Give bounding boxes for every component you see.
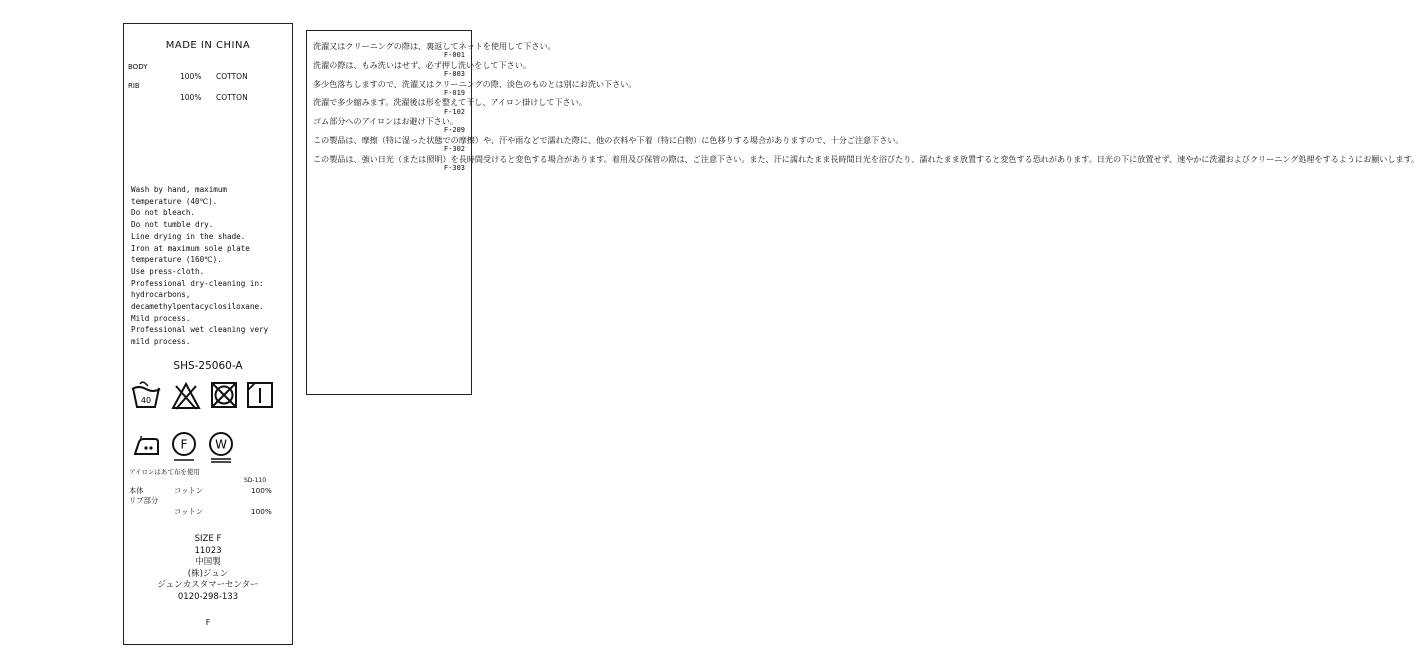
customer-center: ジュンカスタマーセンター [157, 580, 259, 590]
jp-fiber-percent-rib: 100% [251, 507, 272, 516]
note-code: F-303 [443, 164, 465, 173]
company-name: (株)ジュン [187, 568, 229, 579]
note-code: F-001 [443, 51, 465, 60]
note-text: 多少色落ちしますので、洗濯又はクリーニングの際、淡色のものとは別にお洗い下さい。 [313, 78, 637, 89]
jp-fiber-part-rib: リブ部分 [129, 496, 159, 505]
note-text: 洗濯又はクリーニングの際は、裏返してネットを使用して下さい。 [313, 41, 556, 51]
note-code: F-019 [443, 88, 465, 97]
size-letter: F [205, 618, 211, 627]
fiber-percent-rib: 100% [180, 93, 202, 102]
jp-fiber-material-body: コットン [174, 486, 204, 495]
wet-clean-letter: W [215, 437, 227, 452]
wet-clean-w-icon [206, 430, 236, 464]
phone-number: 0120-298-133 [177, 591, 239, 602]
no-tumble-dry-icon [210, 381, 238, 409]
style-number: SHS-25060-A [173, 360, 243, 372]
care-instructions-english: Wash by hand, maximum temperature (40℃). Do not bleach. Do not tumble dry. Line drying in the shade. Iron at maximum sole plate temperature (160℃). Use press-cloth. Professional dry-cleaning in: hydrocarbons, decamethylpentacyclosiloxane. Mild process. Professional wet cleaning very mild process. [131, 185, 269, 347]
care-label-left [123, 23, 293, 645]
jp-fiber-part-body: 本体 [129, 486, 144, 495]
dry-clean-letter: F [180, 437, 188, 452]
fiber-material-rib: COTTON [216, 93, 248, 102]
note-text: ゴム部分へのアイロンはお避け下さい。 [313, 116, 458, 127]
size-label: SIZE F [194, 534, 222, 544]
fiber-part-body: BODY [128, 63, 148, 71]
note-code: F-302 [443, 145, 465, 154]
care-label-right [306, 30, 1419, 395]
note-code: F-102 [443, 107, 465, 116]
iron-medium-icon [131, 434, 163, 458]
note-text: この製品は、摩擦（特に湿った状態での摩擦）や、汗や雨などで濡れた際に、他の衣料や下着（特に白物）に色移りする場合がありますので、十分ご注意下さい。 [313, 134, 904, 145]
care-notes-japanese [313, 41, 1419, 173]
note-code: F-003 [443, 70, 465, 79]
made-in-label: MADE IN CHINA [165, 40, 251, 51]
hand-wash-40-icon [131, 380, 161, 412]
fiber-part-rib: RIB [128, 82, 140, 90]
note-text: 洗濯の際は、もみ洗いはせず、必ず押し洗いをして下さい。 [313, 59, 531, 70]
product-code: 11023 [194, 545, 222, 556]
note-text: この製品は、強い日光（または照明）を長時間受けると変色する場合があります。着用及び保管の際は、ご注意下さい。また、汗に濡れたまま長時間日光を浴びたり、濡れたまま放置すると変色する恐れがあります。日光の下に放置せず、速やかに洗濯およびクリーニング処理をするようにお願いします。 [313, 153, 1419, 164]
sd-code: SD-110 [244, 477, 267, 484]
country-jp: 中国製 [195, 557, 221, 567]
note-code: F-209 [443, 126, 465, 135]
note-text: 洗濯で多少縮みます。洗濯後は形を整えて干し、アイロン掛けして下さい。 [313, 97, 587, 108]
bottom-info [124, 534, 292, 603]
fiber-material-body: COTTON [216, 72, 248, 81]
fiber-percent-body: 100% [180, 72, 202, 81]
wash-temp-text: 40 [140, 396, 152, 405]
no-bleach-icon [171, 381, 201, 411]
iron-note: アイロンはあて布を使用 [129, 468, 200, 476]
jp-fiber-material-rib: コットン [174, 507, 204, 516]
jp-fiber-percent-body: 100% [251, 486, 272, 495]
line-dry-shade-icon [246, 381, 274, 409]
dry-clean-f-icon [169, 430, 199, 464]
